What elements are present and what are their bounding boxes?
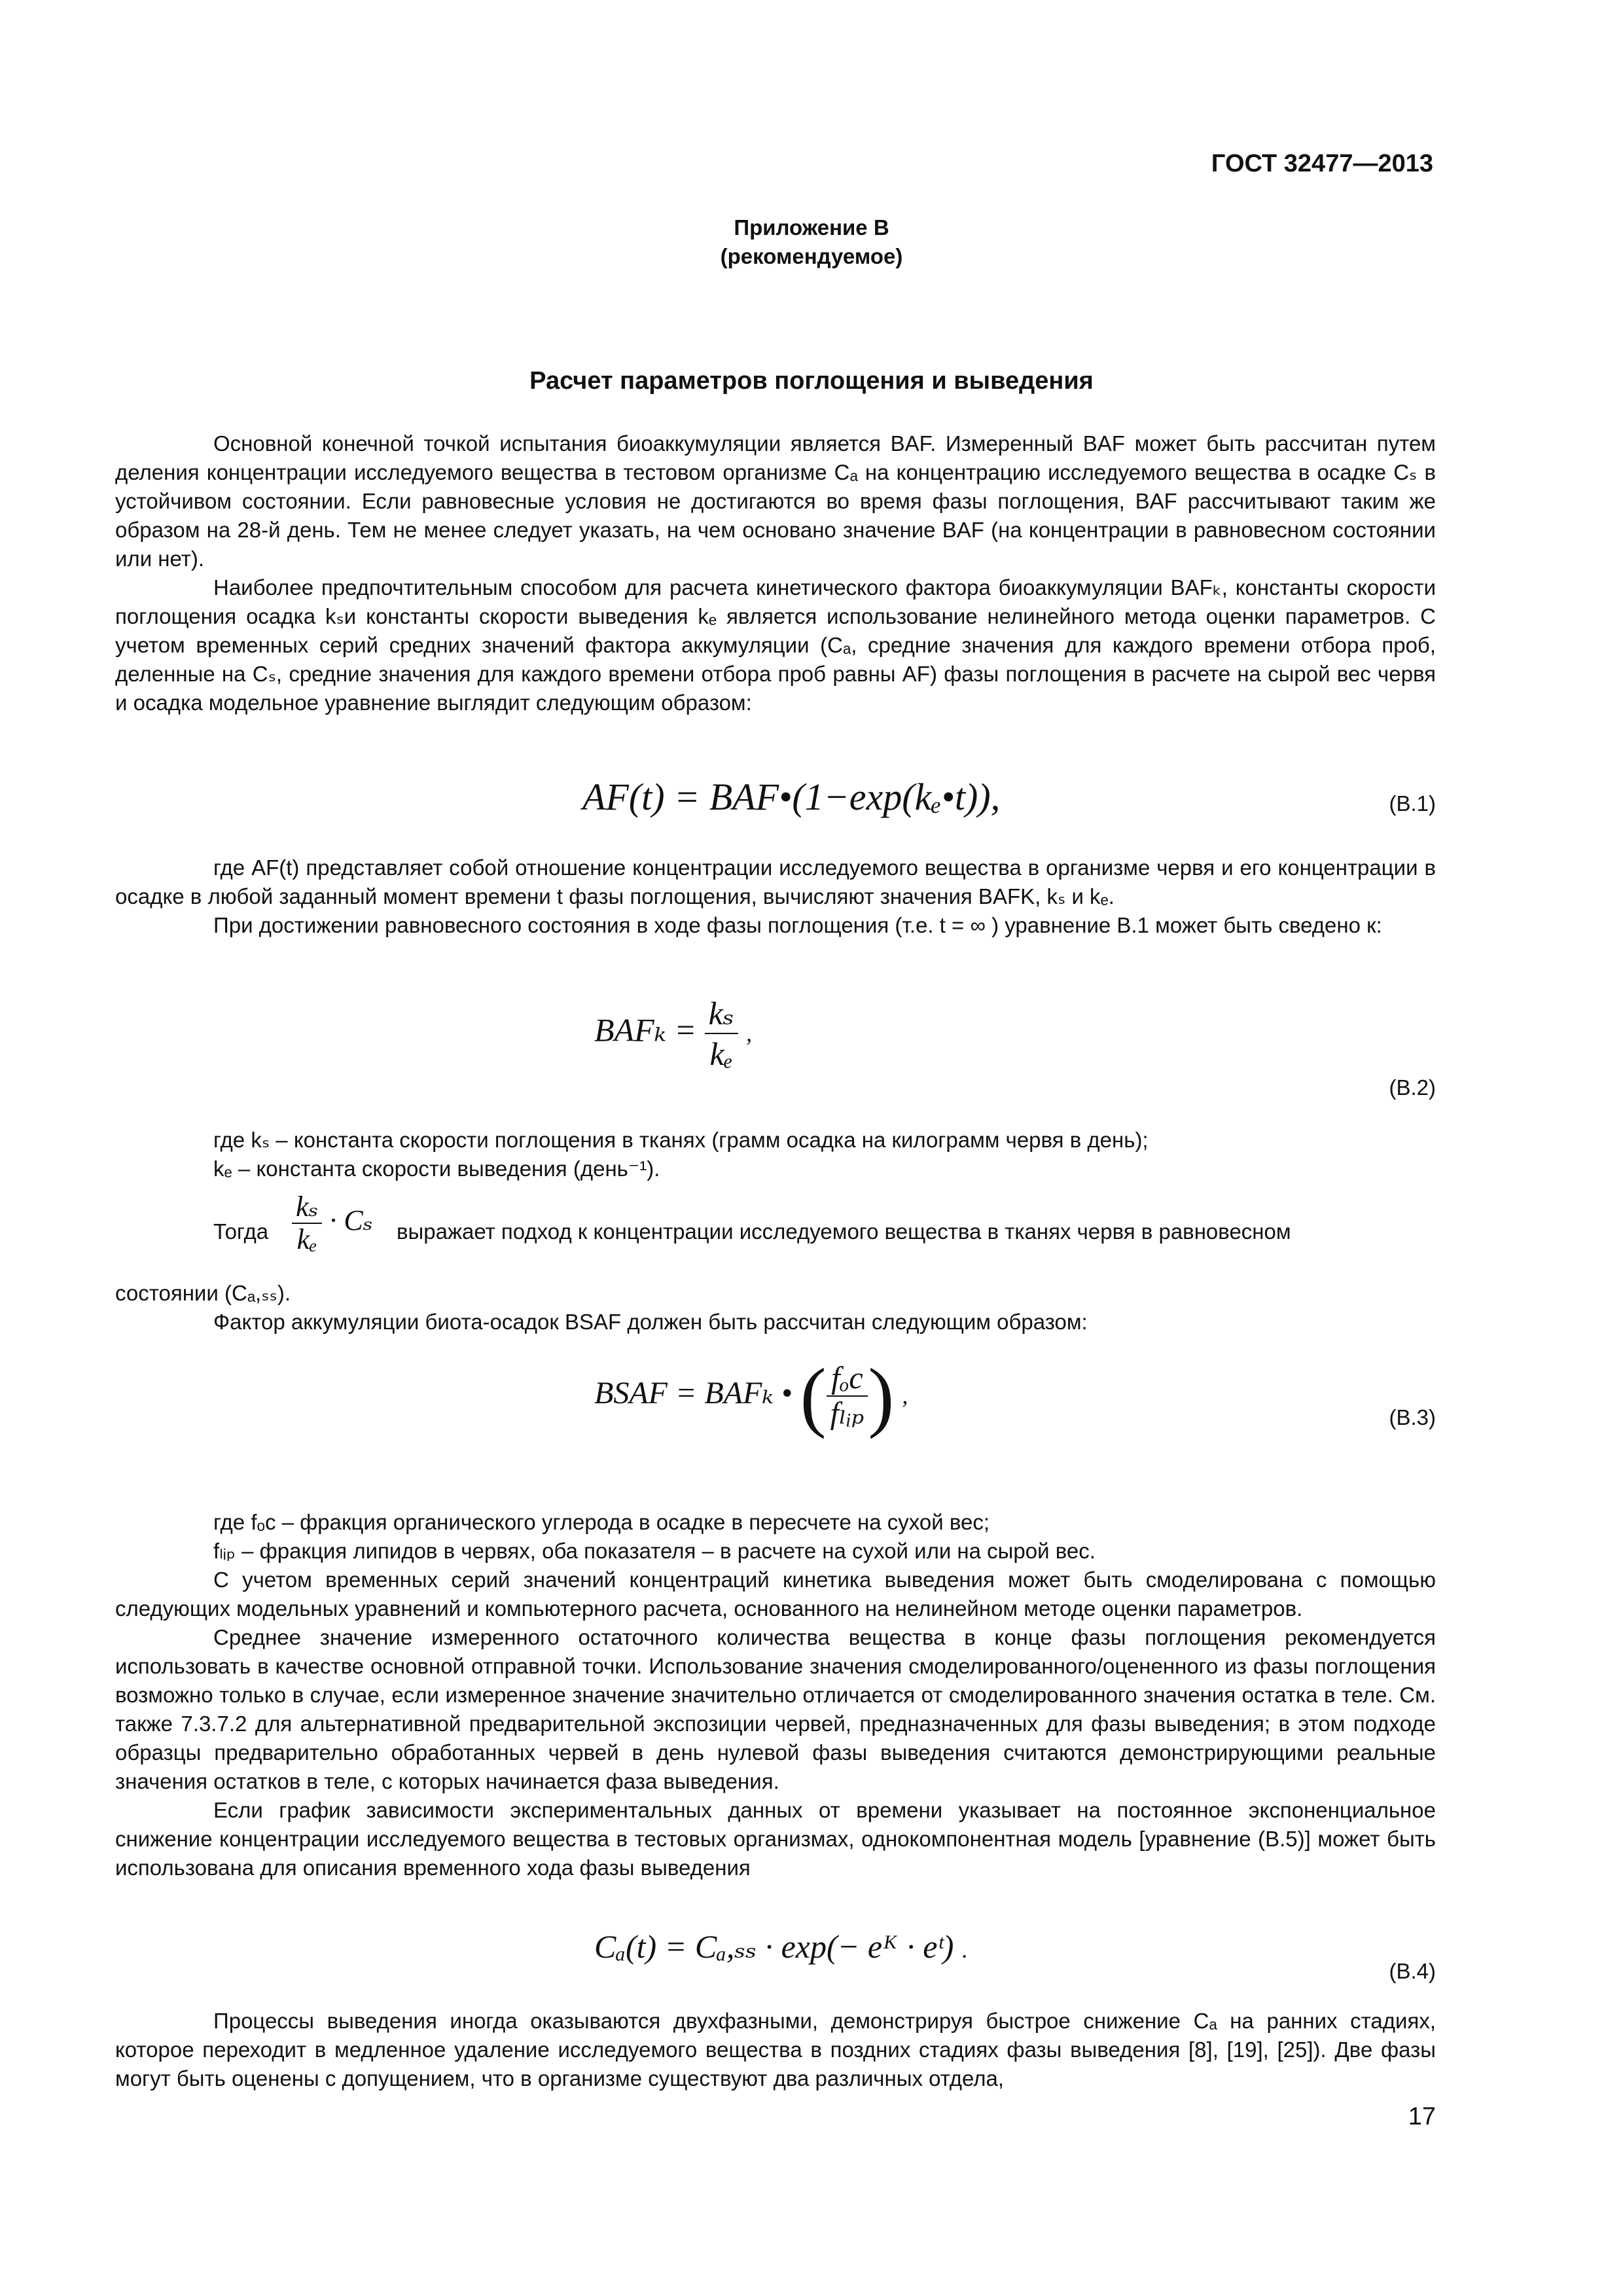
paragraph-block-2	[115, 853, 1436, 940]
paragraph-block-3	[115, 1279, 1436, 1336]
inline-equation: $\frac{\text{kₛ}}{\text{kₑ}}$ · Cₛ	[292, 1191, 373, 1255]
paragraph-2: Наиболее предпочтительным способом для расчета кинетического фактора биоаккумуляции BAFₖ, константы скорости поглощения осадка kₛи константы скорости выведения kₑ является использование нелинейного метода оценки параметров. С учетом временных серий средних значений фактора аккумуляции (Cₐ, средние значения для каждого времени отбора проб, деленные на Cₛ, средние значения для каждого времени отбора проб равны AF) фазы поглощения в расчете на сырой вес червя и осадка модельное уравнение выглядит следующим образом:	[115, 575, 1436, 715]
fraction-foc-flip: $\frac{\text{fₒc}}{\text{fₗᵢₚ}}$	[827, 1361, 868, 1431]
equation-number-b1: (В.1)	[1389, 791, 1436, 816]
paragraph-7: Среднее значение измеренного остаточного количества вещества в конце фазы поглощения рекомендуется использовать в качестве основной отправной точки. Использование значения смоделированного/оцененного из фазы поглощения возможно только в случае, если измеренное значение значительно отличается от смоделированного значения остатка в теле. См. также 7.3.7.2 для альтернативной предварительной экспозиции червей, предназначенных для фазы выведения; в этом подходе образцы предварительно обработанных червей в день нулевой фазы выведения считаются демонстрирующими реальные значения остатков в теле, с которых начинается фаза выведения.	[115, 1625, 1436, 1793]
appendix-status: (рекомендуемое)	[720, 244, 903, 268]
definition-ke: kₑ – константа скорости выведения (день⁻¹).	[213, 1157, 660, 1181]
definition-block-1	[115, 1126, 1436, 1183]
then-tail: состоянии (Cₐ,ₛₛ).	[115, 1281, 291, 1305]
paragraph-block-5	[115, 2007, 1436, 2093]
equation-b2: BAFₖ = $\frac{\text{kₛ}}{\text{kₑ}}$ ,	[594, 995, 753, 1072]
definition-flip: fₗᵢₚ – фракция липидов в червях, оба показателя – в расчете на сухой или на сырой вес.	[213, 1539, 1096, 1563]
paragraph-5: Фактор аккумуляции биота-осадок BSAF должен быть рассчитан следующим образом:	[213, 1310, 1088, 1334]
paragraph-3: где AF(t) представляет собой отношение концентрации исследуемого вещества в организме червя и его концентрации в осадке в любой заданный момент времени t фазы поглощения, вычисляют значения BAFK, kₛ и kₑ.	[115, 855, 1436, 908]
then-word: Тогда	[213, 1219, 269, 1244]
equation-b4: Cₐ(t) = Cₐ,ₛₛ · exp(− eᴷ · eᵗ) .	[594, 1928, 968, 1965]
standard-header: ГОСТ 32477—2013	[1211, 150, 1433, 177]
equation-number-b4: (В.4)	[1389, 1959, 1436, 1983]
then-text: выражает подход к концентрации исследуемого вещества в тканях червя в равновесном	[397, 1219, 1291, 1244]
paragraph-4: При достижении равновесного состояния в ходе фазы поглощения (т.е. t = ∞ ) уравнение В.1 может быть сведено к:	[213, 913, 1382, 937]
definition-foc: где fₒc – фракция органического углерода в осадке в пересчете на сухой вес;	[213, 1510, 990, 1534]
paragraph-9: Процессы выведения иногда оказываются двухфазными, демонстрируя быстрое снижение Cₐ на ранних стадиях, которое переходит в медленное удаление исследуемого вещества в поздних стадиях фазы выведения [8], [19], [25]). Две фазы могут быть оценены с допущением, что в организме существуют два различных отдела,	[115, 2009, 1436, 2090]
paragraph-block-1	[115, 429, 1436, 717]
page-number: 17	[1408, 2103, 1436, 2130]
paragraph-6: С учетом временных серий значений концентраций кинетика выведения может быть смоделирована с помощью следующих модельных уравнений и компьютерного расчета, основанного на нелинейном методе оценки параметров.	[115, 1568, 1436, 1621]
equation-b1: AF(t) = BAF•(1−exp(kₑ•t)),	[582, 776, 1001, 818]
paragraph-block-4	[115, 1508, 1436, 1882]
paragraph-1: Основной конечной точкой испытания биоаккумуляции является BAF. Измеренный BAF может быть рассчитан путем деления концентрации исследуемого вещества в тестовом организме Cₐ на концентрацию исследуемого вещества в осадке Cₛ в устойчивом состоянии. Если равновесные условия не достигаются во время фазы поглощения, BAF рассчитывают таким же образом на 28-й день. Тем не менее следует указать, на чем основано значение BAF (на концентрации в равновесном состоянии или нет).	[115, 431, 1436, 571]
paragraph-8: Если график зависимости экспериментальных данных от времени указывает на постоянное экспоненциальное снижение концентрации исследуемого вещества в тестовых организмах, однокомпонентная модель [уравнение (В.5)] может быть использована для описания временного хода фазы выведения	[115, 1798, 1436, 1880]
appendix-title: Приложение В	[734, 215, 889, 240]
then-line	[115, 1191, 1436, 1270]
definition-ks: где kₛ – константа скорости поглощения в тканях (грамм осадка на килограмм червя в день);	[213, 1128, 1149, 1152]
equation-number-b3: (В.3)	[1389, 1405, 1436, 1429]
section-title: Расчет параметров поглощения и выведения	[529, 367, 1094, 395]
equation-number-b2: (В.2)	[1389, 1075, 1436, 1100]
equation-b3: BSAF = BAFₖ • ( $\frac{\text{fₒc}}{\text{fₗᵢₚ}}$ ) ,	[594, 1352, 908, 1439]
fraction-ks-ke: $\frac{\text{kₛ}}{\text{kₑ}}$	[705, 994, 738, 1073]
